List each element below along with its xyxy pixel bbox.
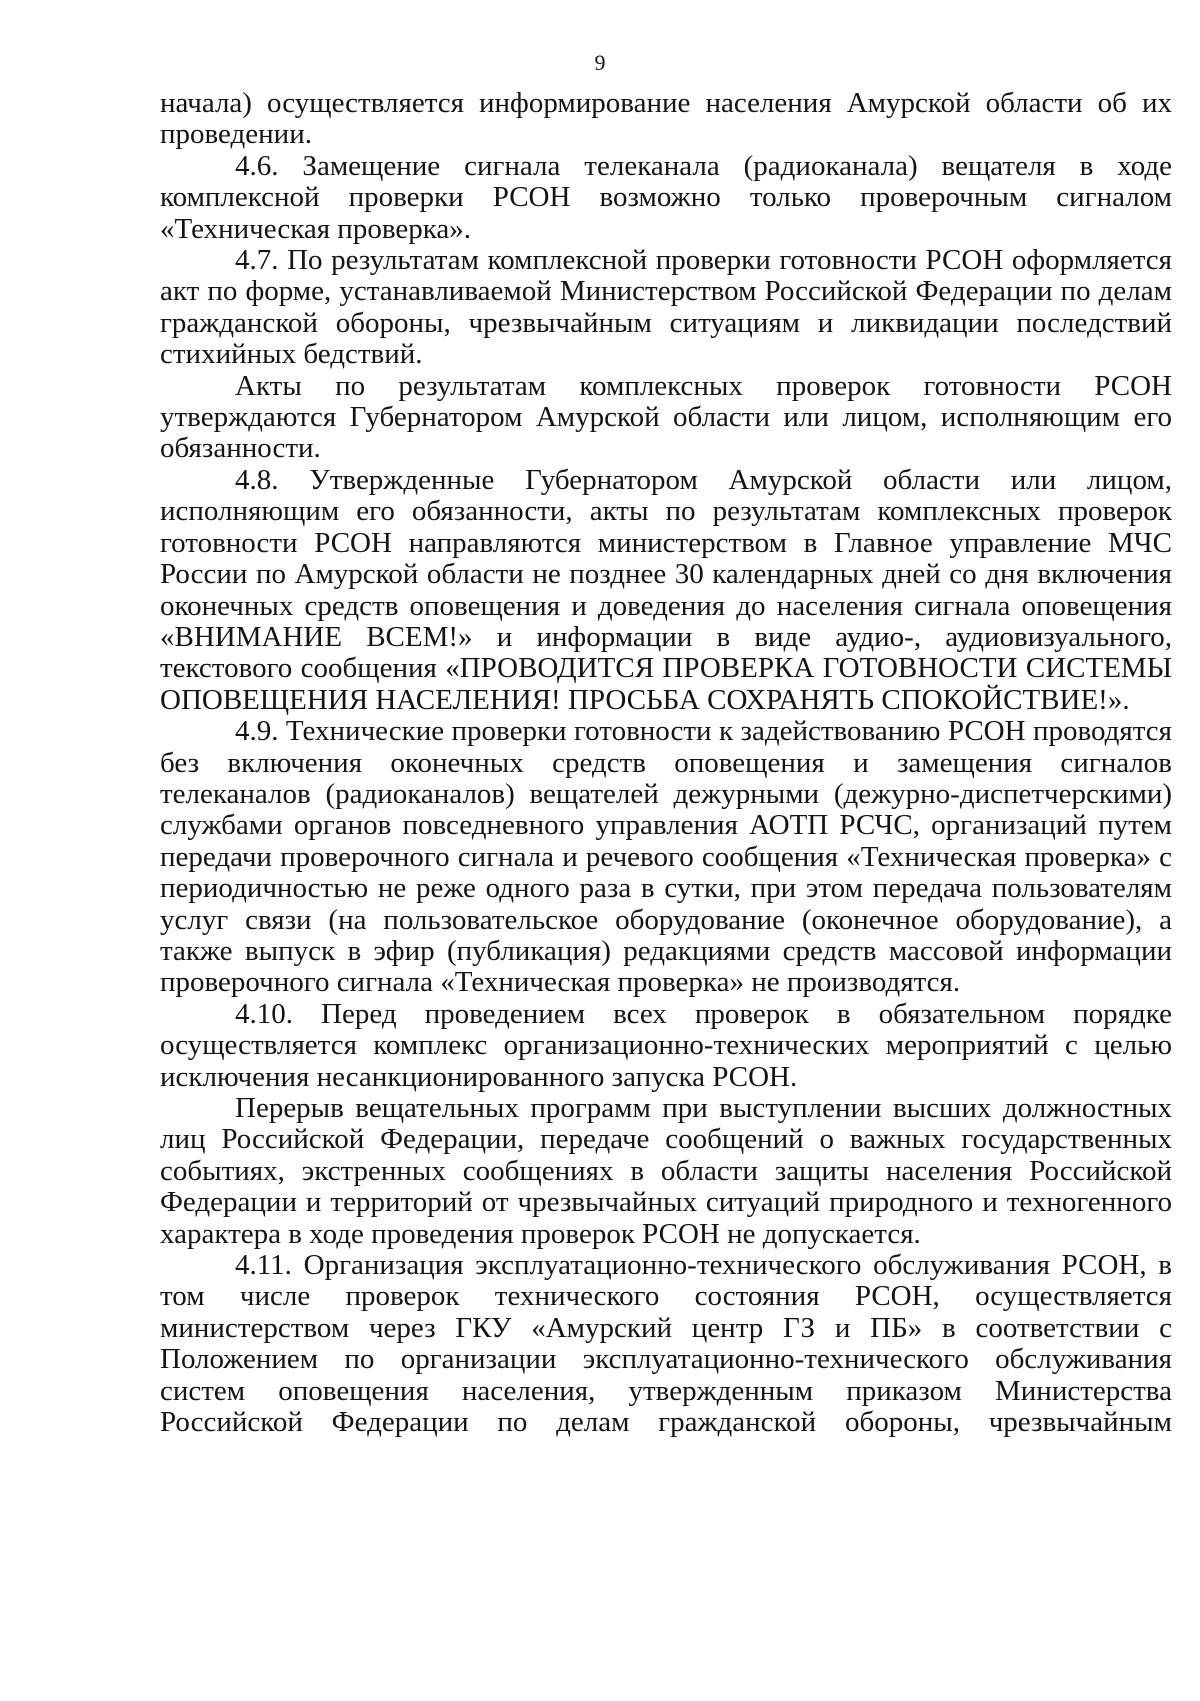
paragraph-broadcast-interruption: Перерыв вещательных программ при выступлении высших должностных лиц Российской Федерации, передаче сообщений о важных государственных событиях, экстренных сообщениях в области защиты населения Российской Федерации и территорий от чрезвычайных ситуаций природного и техногенного характера в ходе проведения проверок РСОН не допускается. [160, 1092, 1172, 1250]
document-body [160, 88, 1172, 1438]
page-number: 9 [594, 50, 606, 75]
paragraph-4-6: 4.6. Замещение сигнала телеканала (радиоканала) вещателя в ходе комплексной проверки РСОН возможно только проверочным сигналом «Техническая проверка». [160, 149, 1172, 245]
paragraph-acts-approval: Акты по результатам комплексных проверок готовности РСОН утверждаются Губернатором Амурской области или лицом, исполняющим его обязанности. [160, 369, 1172, 465]
paragraph-continuation: начала) осуществляется информирование населения Амурской области об их проведении. [160, 87, 1172, 151]
paragraph-4-11: 4.11. Организация эксплуатационно-технического обслуживания РСОН, в том числе проверок технического состояния РСОН, осуществляется министерством через ГКУ «Амурский центр ГЗ и ПБ» в соответствии с Положением по организации эксплуатационно-технического обслуживания систем оповещения населения, утвержденным приказом Министерства Российской Федерации по делам гражданской обороны, чрезвычайным [160, 1249, 1172, 1439]
paragraph-4-9: 4.9. Технические проверки готовности к задействованию РСОН проводятся без включения оконечных средств оповещения и замещения сигналов телеканалов (радиоканалов) вещателей дежурными (дежурно-диспетчерскими) службами органов повседневного управления АОТП РСЧС, организаций путем передачи проверочного сигнала и речевого сообщения «Техническая проверка» с периодичностью не реже одного раза в сутки, при этом передача пользователям услуг связи (на пользовательское оборудование (оконечное оборудование), а также выпуск в эфир (публикация) редакциями средств массовой информации проверочного сигнала «Техническая проверка» не производятся. [160, 715, 1172, 999]
paragraph-4-10: 4.10. Перед проведением всех проверок в обязательном порядке осуществляется комплекс организационно-технических мероприятий с целью исключения несанкционированного запуска РСОН. [160, 997, 1172, 1093]
paragraph-4-8: 4.8. Утвержденные Губернатором Амурской области или лицом, исполняющим его обязанности, акты по результатам комплексных проверок готовности РСОН направляются министерством в Главное управление МЧС России по Амурской области не позднее 30 календарных дней со дня включения оконечных средств оповещения и доведения до населения сигнала оповещения «ВНИМАНИЕ ВСЕМ!» и информации в виде аудио-, аудиовизуального, текстового сообщения «ПРОВОДИТСЯ ПРОВЕРКА ГОТОВНОСТИ СИСТЕМЫ ОПОВЕЩЕНИЯ НАСЕЛЕНИЯ! ПРОСЬБА СОХРАНЯТЬ СПОКОЙСТВИЕ!». [160, 463, 1172, 716]
paragraph-4-7: 4.7. По результатам комплексной проверки готовности РСОН оформляется акт по форме, устанавливаемой Министерством Российской Федерации по делам гражданской обороны, чрезвычайным ситуациям и ликвидации последствий стихийных бедствий. [160, 244, 1172, 371]
